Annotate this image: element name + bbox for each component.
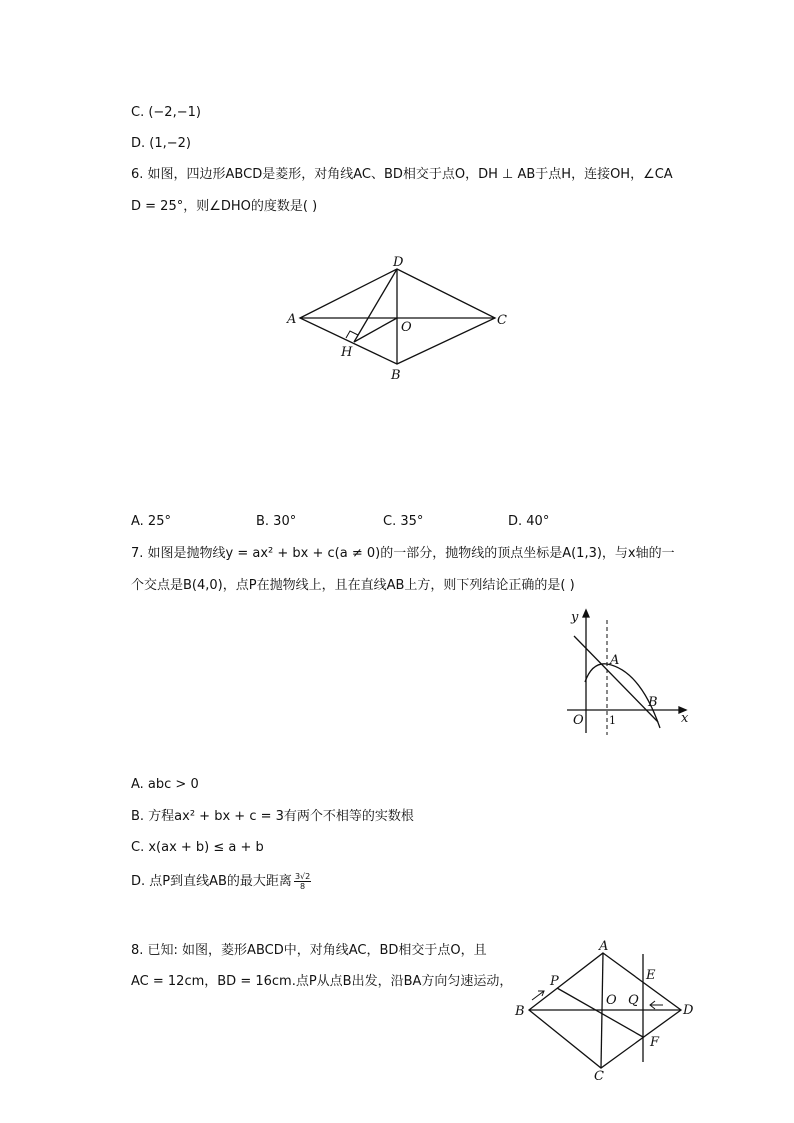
q7-option-d <box>131 872 311 892</box>
q8-label-q: Q <box>628 993 639 1008</box>
q8-stem-line2: AC = 12cm，BD = 16cm.点P从点B出发，沿BA方向匀速运动， <box>131 974 513 989</box>
q6-label-h: H <box>341 345 353 360</box>
q7-stem-line1: 7. 如图是抛物线y = ax² + bx + c(a ≠ 0)的一部分，抛物线的顶点坐标是A(1,3)，与x轴的一 <box>131 546 675 561</box>
q6-option-a: A. 25° <box>131 514 171 529</box>
q8-label-b: B <box>515 1004 525 1019</box>
q7-label-x: x <box>681 711 689 726</box>
q5-option-c: C. (−2,−1) <box>131 105 201 120</box>
q6-label-b: B <box>391 368 401 383</box>
q6-right-angle-mark <box>346 331 358 338</box>
q6-label-d: D <box>393 255 404 270</box>
q8-label-f: F <box>650 1035 660 1050</box>
q7-option-b: B. 方程ax² + bx + c = 3有两个不相等的实数根 <box>131 809 414 824</box>
q7-label-one: 1 <box>609 714 616 727</box>
q7-label-y: y <box>571 610 579 625</box>
q8-stem-line1: 8. 已知: 如图，菱形ABCD中，对角线AC，BD相交于点O，且 <box>131 943 487 958</box>
q8-label-a: A <box>599 939 609 954</box>
q6-label-a: A <box>287 312 297 327</box>
q6-option-c: C. 35° <box>383 514 424 529</box>
q6-stem-line2: D = 25°，则∠DHO的度数是( ) <box>131 199 318 214</box>
q6-option-d: D. 40° <box>508 514 550 529</box>
q7-y-arrow-icon <box>583 610 589 617</box>
q5-option-d: D. (1,−2) <box>131 136 191 151</box>
q7-option-d-denominator: 8 <box>300 882 306 891</box>
q8-label-c: C <box>594 1069 604 1084</box>
q6-label-c: C <box>497 313 507 328</box>
q7-option-c: C. x(ax + b) ≤ a + b <box>131 840 264 855</box>
q7-option-a: A. abc > 0 <box>131 777 199 792</box>
q6-rhombus-figure <box>280 250 520 385</box>
q7-stem-line2: 个交点是B(4,0)，点P在抛物线上，且在直线AB上方，则下列结论正确的是( ) <box>131 578 575 593</box>
q8-label-e: E <box>646 968 656 983</box>
q8-label-d: D <box>683 1003 694 1018</box>
q8-label-p: P <box>550 974 559 989</box>
q7-option-d-fraction <box>294 872 311 891</box>
q8-label-o: O <box>606 993 617 1008</box>
q7-option-d-text: D. 点P到直线AB的最大距离 <box>131 874 292 889</box>
q6-options <box>131 512 549 532</box>
q6-option-b: B. 30° <box>256 514 297 529</box>
q7-option-d-numerator: 3√2 <box>294 872 311 881</box>
q7-parabola-figure <box>560 600 700 740</box>
q7-label-a: A <box>610 653 620 668</box>
q8-rhombus-figure <box>510 938 700 1086</box>
q6-stem-line1: 6. 如图，四边形ABCD是菱形，对角线AC、BD相交于点O，DH ⊥ AB于点H，连接OH，∠CA <box>131 167 673 182</box>
q6-label-o: O <box>401 320 412 335</box>
q7-label-b: B <box>648 695 658 710</box>
q7-label-o: O <box>573 713 584 728</box>
